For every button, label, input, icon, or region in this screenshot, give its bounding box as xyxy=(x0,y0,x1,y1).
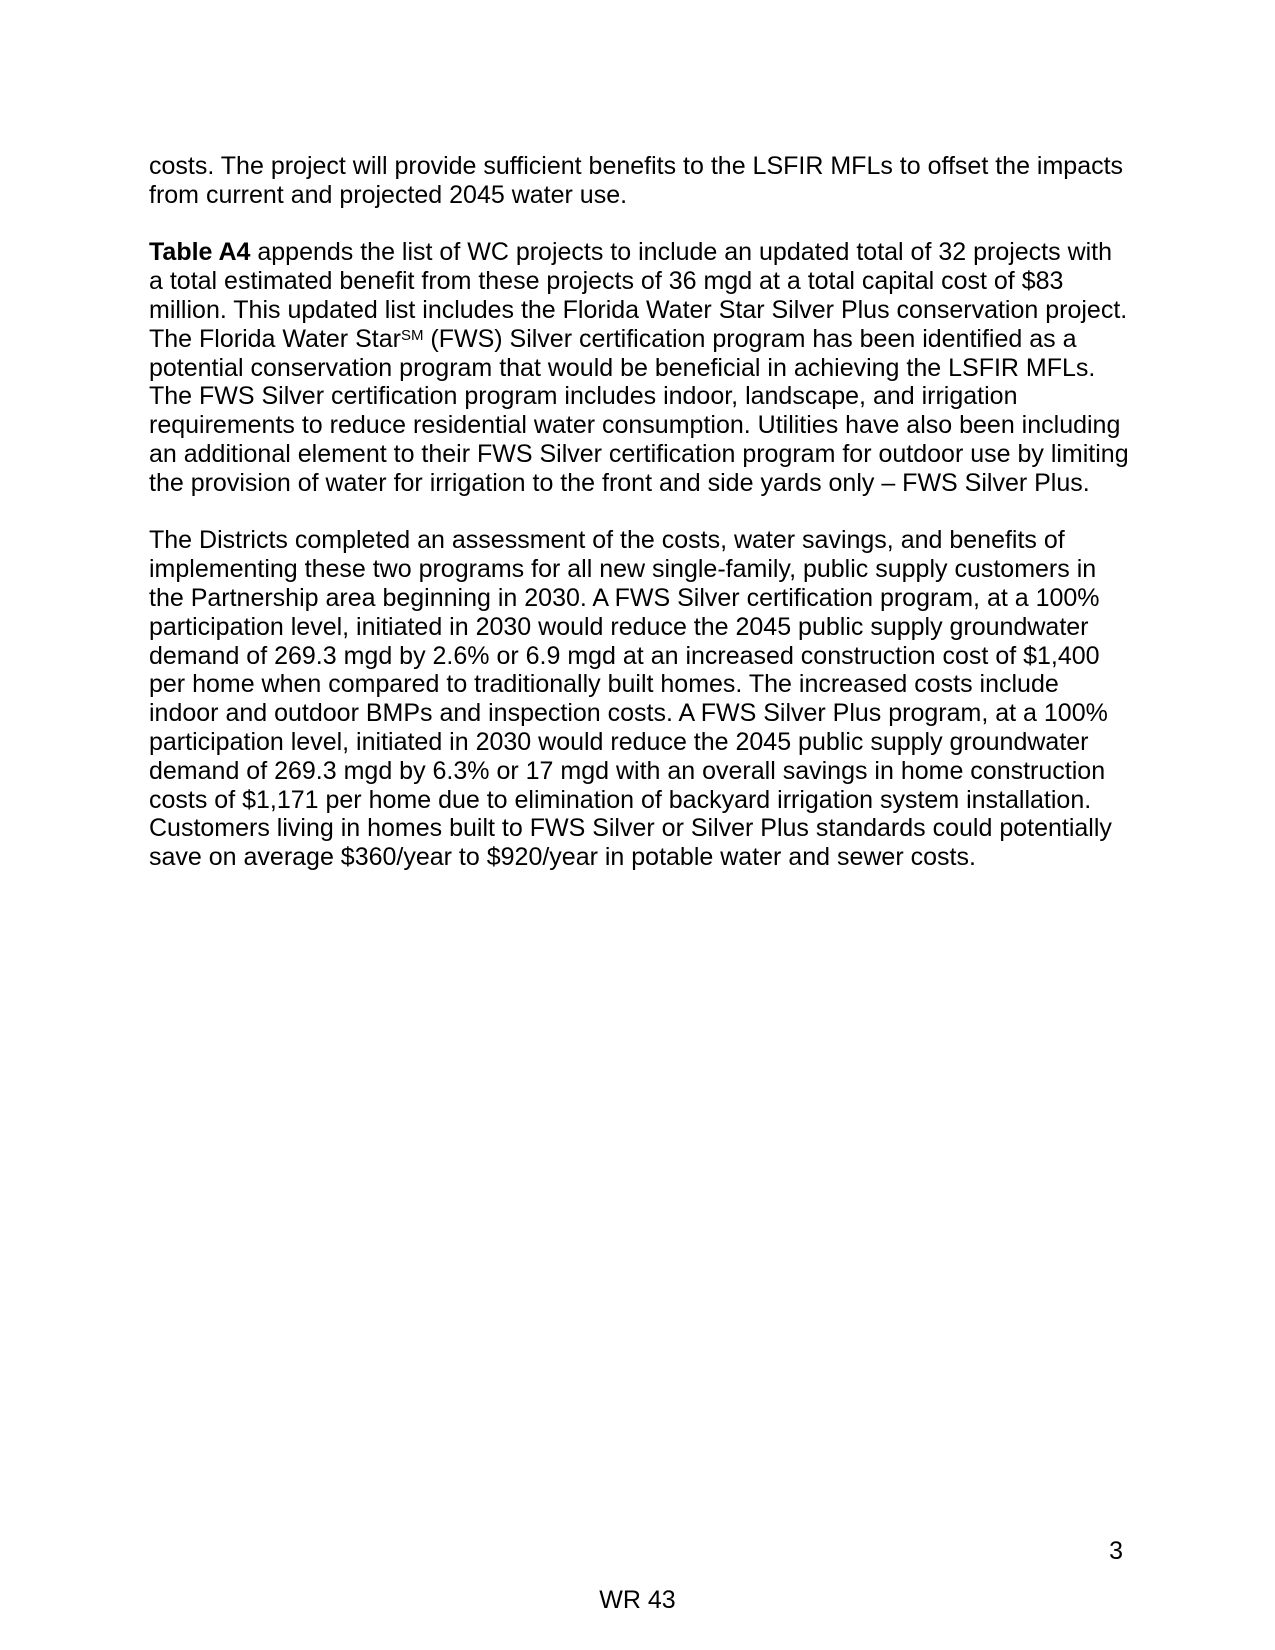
footer-code: WR 43 xyxy=(599,1586,676,1614)
superscript-run: SM xyxy=(400,326,424,344)
text-run: (FWS) Silver certification program has been identified as a potential conservation program that would be beneficial in achieving the LSFIR MFLs. The FWS Silver certification program includes indoor, landscape, and irrigation requirements to reduce residential water consumption. Utilities have also been including an additional element to their FWS Silver certification program for outdoor use by limiting the provision of water for irrigation to the front and side yards only – FWS Silver Plus. xyxy=(149,324,1129,497)
document-body xyxy=(149,152,1131,872)
paragraph xyxy=(149,526,1131,872)
page-number: 3 xyxy=(1109,1537,1123,1565)
text-run: The Districts completed an assessment of the costs, water savings, and benefits of implementing these two programs for all new single-family, public supply customers in the Partnership area beginning in 2030. A FWS Silver certification program, at a 100% participation level, initiated in 2030 would reduce the 2045 public supply groundwater demand of 269.3 mgd by 2.6% or 6.9 mgd at an increased construction cost of $1,400 per home when compared to traditionally built homes. The increased costs include indoor and outdoor BMPs and inspection costs. A FWS Silver Plus program, at a 100% participation level, initiated in 2030 would reduce the 2045 public supply groundwater demand of 269.3 mgd by 6.3% or 17 mgd with an overall savings in home construction costs of $1,171 per home due to elimination of backyard irrigation system installation. Customers living in homes built to FWS Silver or Silver Plus standards could potentially save on average $360/year to $920/year in potable water and sewer costs. xyxy=(149,526,1112,872)
bold-text-run: Table A4 xyxy=(149,238,251,267)
text-run: appends the list of WC projects to include an updated total of 32 projects with a total estimated benefit from these projects of 36 mgd at a total capital cost of $83 million. This updated list includes the Florida Water Star Silver Plus conservation project. The Florida Water Star xyxy=(149,238,1128,353)
paragraph xyxy=(149,152,1131,210)
text-run: costs. The project will provide sufficient benefits to the LSFIR MFLs to offset the impacts from current and projected 2045 water use. xyxy=(149,152,1124,209)
paragraph xyxy=(149,238,1131,497)
